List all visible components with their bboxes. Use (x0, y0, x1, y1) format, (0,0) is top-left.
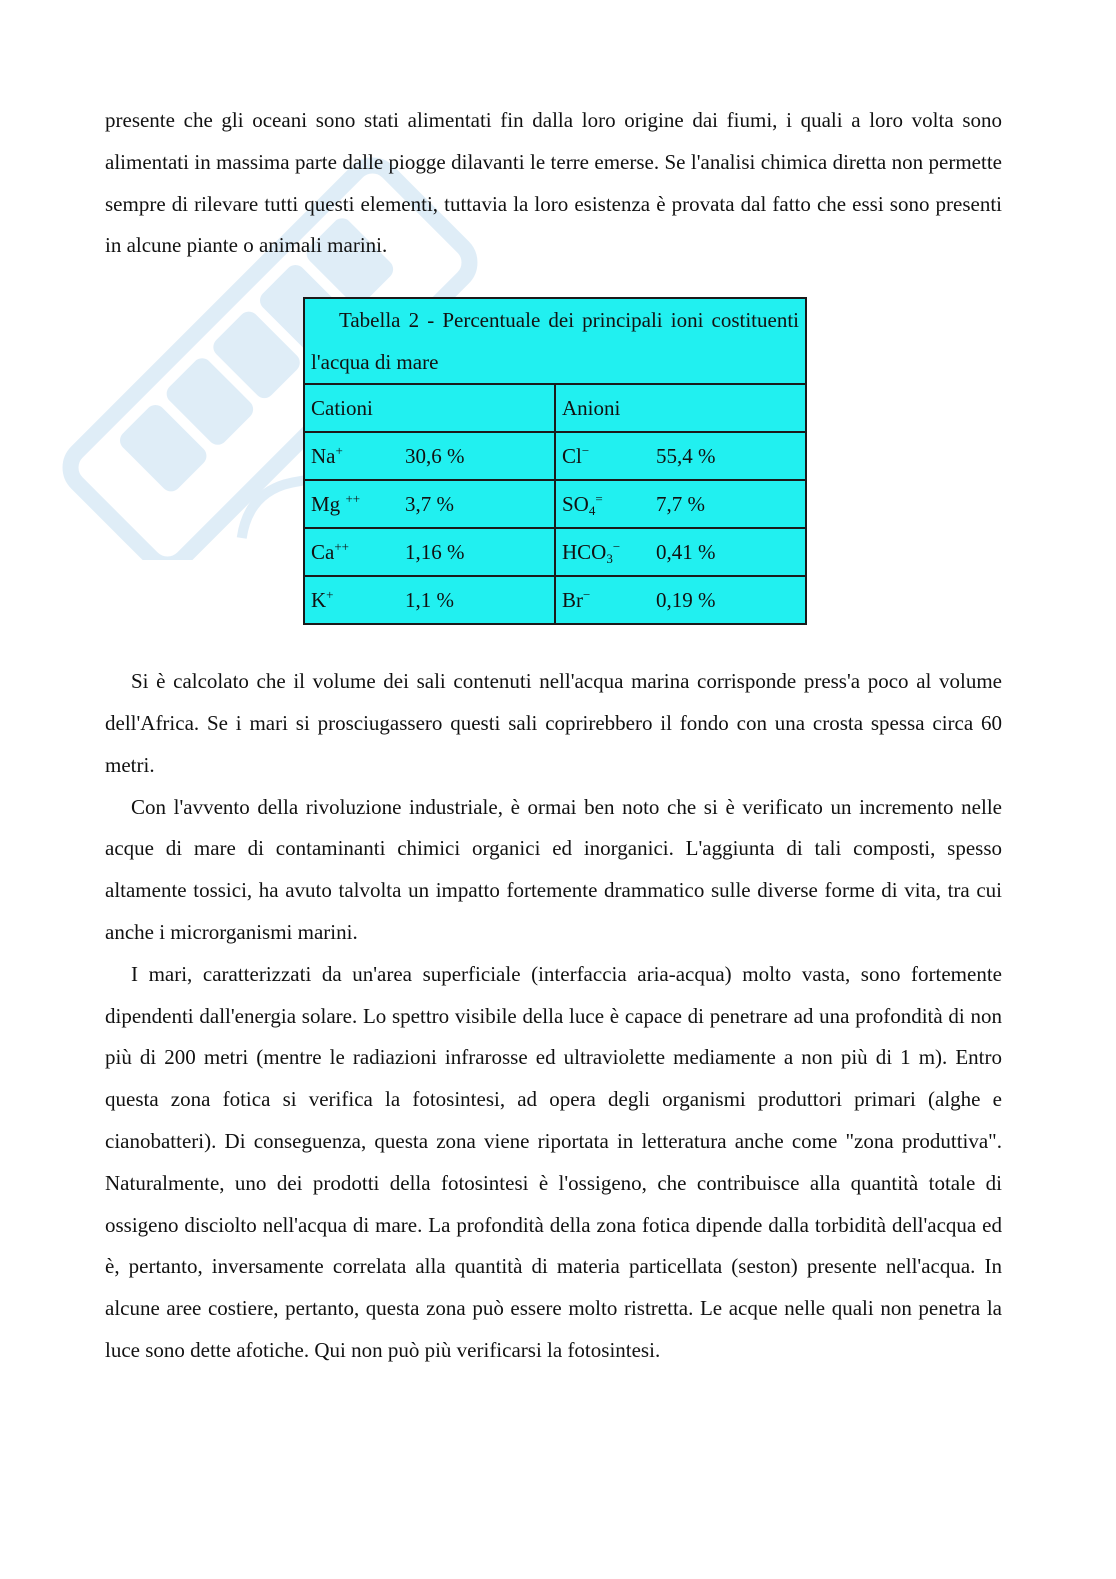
formula-base: Ca (311, 539, 335, 564)
formula-charge: + (335, 442, 343, 458)
formula-subscript: 4 (588, 502, 596, 518)
anion-percentage: 0,19 % (655, 587, 716, 612)
formula-base: Mg (311, 491, 346, 516)
formula-base: K (311, 587, 327, 612)
top-paragraphs (105, 100, 1002, 267)
formula-charge: − (582, 586, 591, 602)
formula-charge: + (326, 586, 334, 602)
formula-base: Cl (561, 443, 582, 468)
paragraph: I mari, caratterizzati da un'area superficiale (interfaccia aria-acqua) molto vasta, sono fortemente dipendenti dall'energia solare. Lo spettro visibile della luce è capace di penetrare ad una profondità di non più di 200 metri (mentre le radiazioni infrarosse ed ultraviolette mediamente a non più di 1 m). Entro questa zona fotica si verifica la fotosintesi, ad opera degli organismi produttori primari (alghe e cianobatteri). Di conseguenza, questa zona viene riportata in letteratura anche come "zona produttiva". Naturalmente, uno dei prodotti della fotosintesi è l'ossigeno, che contribuisce alla quantità totale di ossigeno disciolto nell'acqua di mare. La profondità della zona fotica dipende dalla torbidità dell'acqua ed è, pertanto, inversamente correlata alla quantità di materia particellata (seston) presente nell'acqua. In alcune aree costiere, pertanto, questa zona può essere molto ristretta. Le acque nelle quali non penetra la luce sono dette afotiche. Qui non può più verificarsi la fotosintesi. (105, 961, 1002, 1362)
formula-charge: − (581, 442, 590, 458)
paragraph: Con l'avvento della rivoluzione industriale, è ormai ben noto che si è verificato un incremento nelle acque di mare di contaminanti chimici organici ed inorganici. L'aggiunta di tali composti, spesso altamente tossici, ha avuto talvolta un impatto fortemente drammatico sulle diverse forme di vita, tra cui anche i microrganismi marini. (105, 794, 1002, 944)
cation-formula (311, 540, 405, 565)
document-page (105, 100, 1002, 1372)
anion-formula (562, 588, 656, 613)
cation-formula (311, 492, 405, 517)
table-row (304, 480, 806, 528)
anion-formula (562, 444, 656, 469)
formula-base: SO (561, 491, 589, 516)
cation-cell (304, 432, 555, 480)
anion-cell (555, 480, 806, 528)
cation-cell (304, 576, 555, 624)
formula-charge: ++ (334, 538, 349, 554)
formula-subscript: 3 (606, 550, 613, 566)
cation-percentage: 1,1 % (405, 587, 454, 612)
formula-charge: ++ (345, 490, 361, 506)
cation-percentage: 30,6 % (405, 443, 465, 468)
table-row (304, 528, 806, 576)
paragraph: Si è calcolato che il volume dei sali contenuti nell'acqua marina corrisponde press'a poco al volume dell'Africa. Se i mari si prosciugassero questi sali coprirebbero il fondo con una crosta spessa circa 60 metri. (105, 669, 1002, 777)
cation-formula (311, 588, 405, 613)
cation-formula (311, 444, 405, 469)
bottom-paragraphs (105, 661, 1002, 1372)
ions-table (303, 297, 807, 625)
ions-table-wrap (303, 297, 1002, 625)
anion-percentage: 55,4 % (655, 443, 716, 468)
header-anions: Anioni (555, 384, 806, 432)
anion-cell (555, 432, 806, 480)
cation-percentage: 3,7 % (405, 491, 454, 516)
table-row (304, 432, 806, 480)
anion-cell (555, 528, 806, 576)
table-row (304, 576, 806, 624)
cation-cell (304, 480, 555, 528)
formula-charge: − (612, 538, 621, 554)
cation-percentage: 1,16 % (405, 539, 465, 564)
paragraph: presente che gli oceani sono stati alimentati fin dalla loro origine dai fiumi, i quali a loro volta sono alimentati in massima parte dalle piogge dilavanti le terre emerse. Se l'analisi chimica diretta non permette sempre di rilevare tutti questi elementi, tuttavia la loro esistenza è provata dal fatto che essi sono presenti in alcune piante o animali marini. (105, 108, 1002, 258)
anion-cell (555, 576, 806, 624)
formula-base: HCO (561, 539, 607, 564)
formula-charge: = (595, 490, 603, 506)
cation-cell (304, 528, 555, 576)
table-caption: Tabella 2 - Percentuale dei principali ioni costituenti l'acqua di mare (304, 298, 806, 384)
formula-base: Br (561, 587, 583, 612)
anion-formula (562, 540, 656, 565)
anion-percentage: 0,41 % (655, 539, 716, 564)
header-cations: Cationi (304, 384, 555, 432)
formula-base: Na (311, 443, 336, 468)
anion-formula (562, 492, 656, 517)
anion-percentage: 7,7 % (655, 491, 705, 516)
